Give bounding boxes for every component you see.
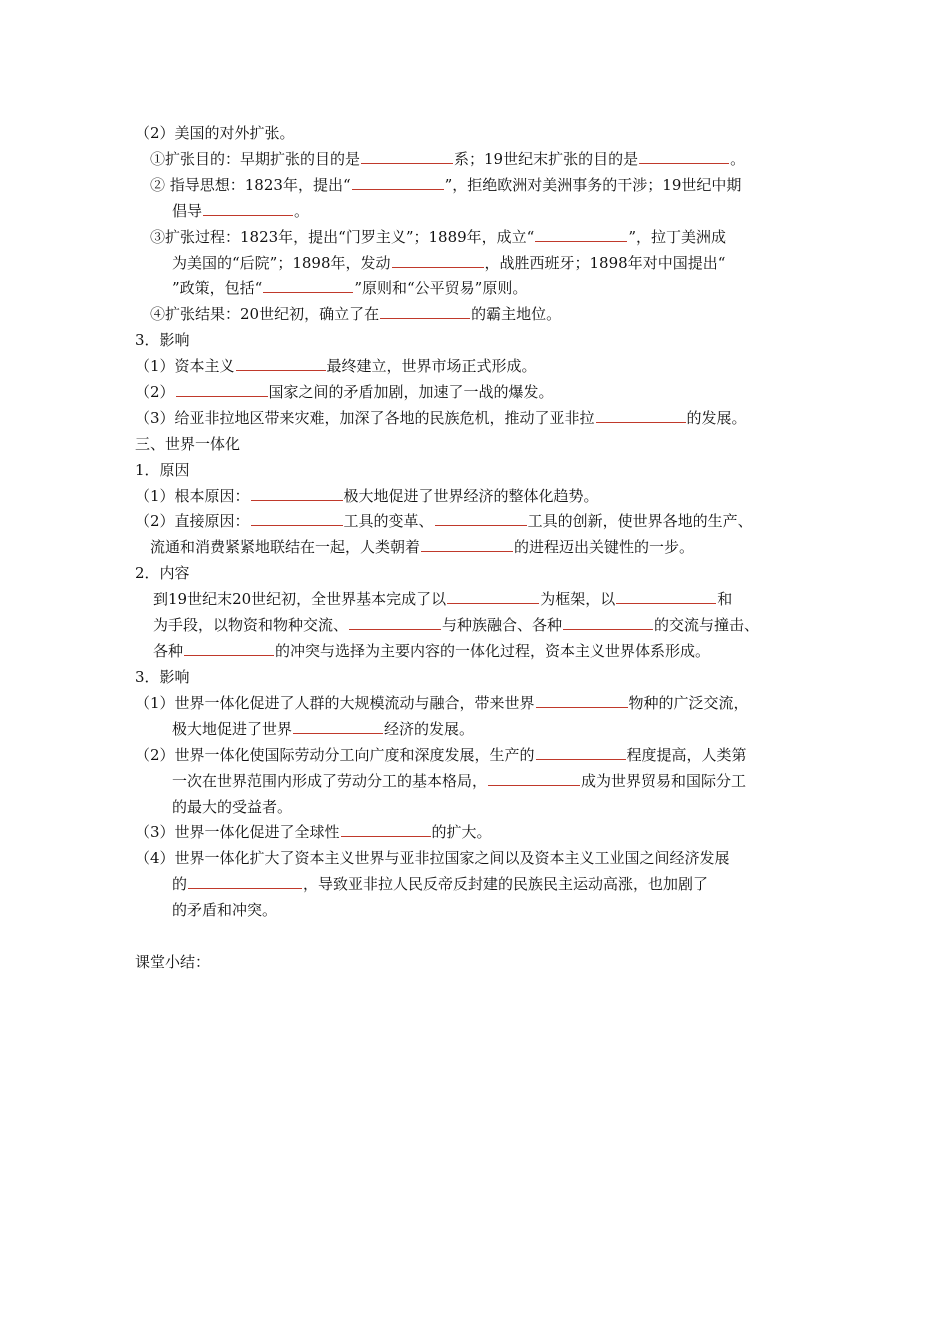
item-guiding-thought-cont: 倡导 。 xyxy=(172,202,310,220)
item-expansion-process-cont2: ”政策，包括“ ”原则和“公平贸易”原则。 xyxy=(172,279,528,297)
cause-item-1: （1）根本原因： 极大地促进了世界经济的整体化趋势。 xyxy=(135,487,599,505)
integration-impact-1: （1）世界一体化促进了人群的大规模流动与融合，带来世界 物种的广泛交流， xyxy=(135,694,749,712)
fill-blank[interactable] xyxy=(421,537,513,552)
fill-blank[interactable] xyxy=(236,356,326,371)
fill-blank[interactable] xyxy=(352,175,444,190)
integration-impact-4: （4）世界一体化扩大了资本主义世界与亚非拉国家之间以及资本主义工业国之间经济发展 xyxy=(135,849,730,867)
content-para-2: 为手段，以物资和物种交流、 与种族融合、各种 的交流与撞击、 xyxy=(153,616,760,634)
fill-blank[interactable] xyxy=(251,486,343,501)
fill-blank[interactable] xyxy=(535,227,627,242)
fill-blank[interactable] xyxy=(563,615,653,630)
class-summary: 课堂小结： xyxy=(135,953,211,971)
fill-blank[interactable] xyxy=(447,589,539,604)
impact-item-3: （3）给亚非拉地区带来灾难，加深了各地的民族危机，推动了亚非拉 的发展。 xyxy=(135,409,747,427)
integration-impact-1-cont: 极大地促进了世界 经济的发展。 xyxy=(172,720,475,738)
fill-blank[interactable] xyxy=(203,201,293,216)
heading-content: 2．内容 xyxy=(135,564,190,582)
heading-impact-2: 3．影响 xyxy=(135,668,190,686)
integration-impact-2-cont2: 的最大的受益者。 xyxy=(172,798,293,816)
fill-blank[interactable] xyxy=(536,693,628,708)
item-expansion-purpose: ①扩张目的：早期扩张的目的是 系；19世纪末扩张的目的是 。 xyxy=(150,150,746,168)
fill-blank[interactable] xyxy=(349,615,441,630)
fill-blank[interactable] xyxy=(639,149,729,164)
integration-impact-4-cont: 的 ，导致亚非拉人民反帝反封建的民族民主运动高涨，也加剧了 xyxy=(172,875,709,893)
item-expansion-process: ③扩张过程：1823年，提出“门罗主义”；1889年，成立“ ”，拉丁美洲成 xyxy=(150,228,727,246)
content-para-3: 各种 的冲突与选择为主要内容的一体化过程，资本主义世界体系形成。 xyxy=(153,642,711,660)
fill-blank[interactable] xyxy=(392,253,484,268)
fill-blank[interactable] xyxy=(435,511,527,526)
fill-blank[interactable] xyxy=(188,874,302,889)
fill-blank[interactable] xyxy=(184,641,274,656)
impact-item-1: （1）资本主义 最终建立，世界市场正式形成。 xyxy=(135,357,537,375)
integration-impact-3: （3）世界一体化促进了全球性 的扩大。 xyxy=(135,823,492,841)
fill-blank[interactable] xyxy=(293,719,383,734)
item-expansion-process-cont: 为美国的“后院”；1898年，发动 ，战胜西班牙；1898年对中国提出“ xyxy=(172,254,726,272)
integration-impact-2: （2）世界一体化使国际劳动分工向广度和深度发展，生产的 程度提高，人类第 xyxy=(135,746,747,764)
item-expansion-result: ④扩张结果：20世纪初，确立了在 的霸主地位。 xyxy=(150,305,562,323)
content-para-1: 到19世纪末20世纪初，全世界基本完成了以 为框架，以 和 xyxy=(153,590,733,608)
impact-item-2: （2） 国家之间的矛盾加剧，加速了一战的爆发。 xyxy=(135,383,554,401)
fill-blank[interactable] xyxy=(616,589,716,604)
heading-impact: 3．影响 xyxy=(135,331,190,349)
fill-blank[interactable] xyxy=(176,382,268,397)
integration-impact-2-cont: 一次在世界范围内形成了劳动分工的基本格局， 成为世界贸易和国际分工 xyxy=(172,772,747,790)
fill-blank[interactable] xyxy=(263,278,353,293)
integration-impact-4-cont2: 的矛盾和冲突。 xyxy=(172,901,278,919)
fill-blank[interactable] xyxy=(341,822,431,837)
cause-item-2-cont: 流通和消费紧紧地联结在一起，人类朝着 的进程迈出关键性的一步。 xyxy=(150,538,695,556)
cause-item-2: （2）直接原因： 工具的变革、 工具的创新，使世界各地的生产、 xyxy=(135,512,753,530)
fill-blank[interactable] xyxy=(596,408,686,423)
subsection-us-expansion: （2）美国的对外扩张。 xyxy=(135,124,295,142)
item-guiding-thought: ② 指导思想：1823年，提出“ ”，拒绝欧洲对美洲事务的干涉；19世纪中期 xyxy=(150,176,742,194)
section-world-integration: 三、世界一体化 xyxy=(135,435,241,453)
fill-blank[interactable] xyxy=(536,745,626,760)
heading-causes: 1．原因 xyxy=(135,461,190,479)
fill-blank[interactable] xyxy=(380,304,470,319)
fill-blank[interactable] xyxy=(488,771,580,786)
fill-blank[interactable] xyxy=(361,149,453,164)
fill-blank[interactable] xyxy=(251,511,343,526)
